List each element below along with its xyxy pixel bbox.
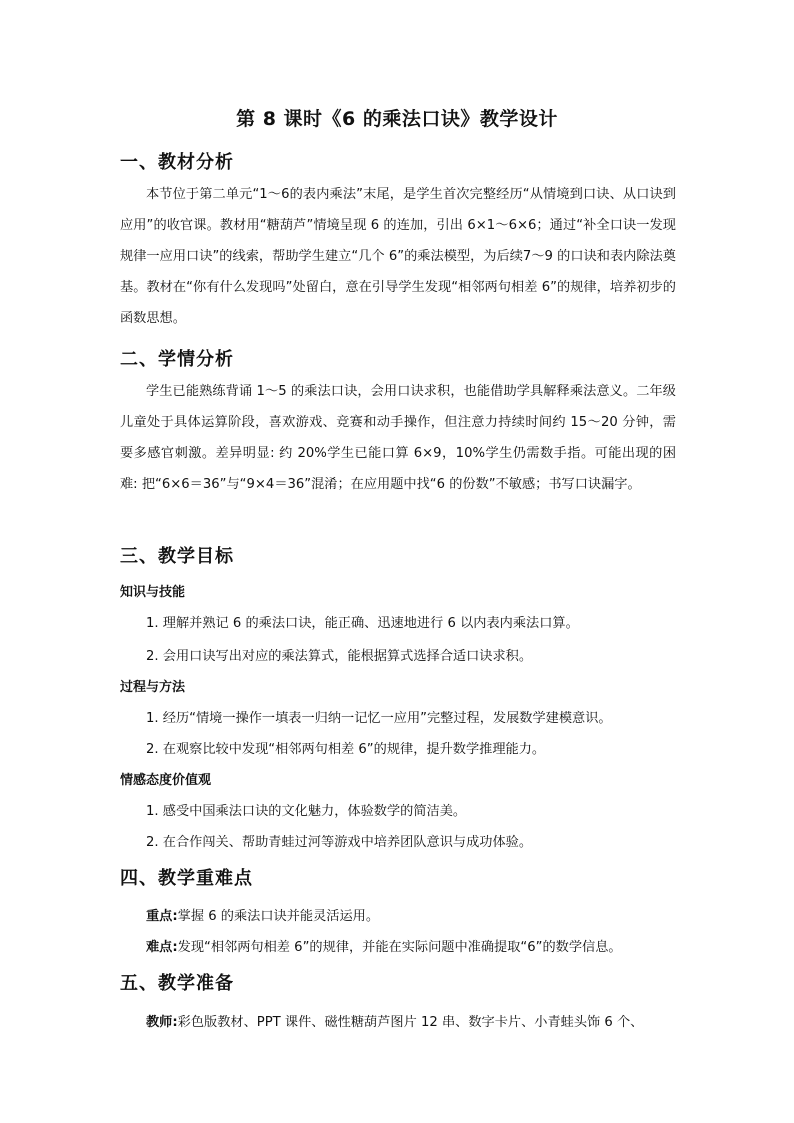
goal-item: 1. 理解并熟记 6 的乘法口诀，能正确、迅速地进行 6 以内表内乘法口算。 [146,616,579,631]
difficult-point-label: 难点: [146,940,178,955]
goal-item: 2. 在合作闯关、帮助青蛙过河等游戏中培养团队意识与成功体验。 [146,835,533,850]
section-heading-preparation: 五、教学准备 [120,973,234,994]
goal-item: 2. 在观察比较中发现“相邻两句相差 6”的规律，提升数学推理能力。 [146,742,546,757]
document-title: 第 8 课时《6 的乘法口诀》教学设计 [236,108,558,130]
goal-group-label-knowledge: 知识与技能 [120,585,186,600]
teacher-preparation-line [146,1011,643,1030]
section-heading-teaching-goals: 三、教学目标 [120,546,234,567]
difficult-point-line [146,936,622,955]
goal-item: 1. 经历“情境一操作一填表一归纳一记忆一应用”完整过程，发展数学建模意识。 [146,711,612,726]
key-point-text: 掌握 6 的乘法口诀并能灵活运用。 [177,909,380,924]
teacher-label: 教师: [146,1015,178,1030]
goal-group-label-emotion: 情感态度价值观 [120,773,212,788]
textbook-analysis-paragraph: 本节位于第二单元“1～6的表内乘法”末尾，是学生首次完整经历“从情境到口诀、从口诀到应用”的收官课。教材用“糖葫芦”情境呈现 6 的连加，引出 6×1～6×6；通过“补全口诀一发现规律一应用口诀”的线索，帮助学生建立“几个 6”的乘法模型，为后续7～9 的口诀和表内除法奠基。教材在“你有什么发现吗”处留白，意在引导学生发现“相邻两句相差 6”的规律，培养初步的函数思想。 [120,187,676,326]
goal-group-label-process: 过程与方法 [120,680,186,695]
key-point-line [146,905,379,924]
goal-item: 2. 会用口诀写出对应的乘法算式，能根据算式选择合适口诀求积。 [146,649,533,664]
section-heading-textbook-analysis: 一、教材分析 [120,152,234,173]
section-heading-student-analysis: 二、学情分析 [120,349,234,370]
student-analysis-paragraph: 学生已能熟练背诵 1～5 的乘法口诀，会用口诀求积，也能借助学具解释乘法意义。二年级儿童处于具体运算阶段，喜欢游戏、竞赛和动手操作，但注意力持续时间约 15～20 分钟，需要多感官刺激。差异明显: 约 20%学生已能口算 6×9，10%学生仍需数手指。可能出现的困难: 把“6×6＝36”与“9×4＝36”混淆；在应用题中找“6 的份数”不敏感；书写口诀漏字。 [120,384,676,492]
teacher-preparation-text: 彩色版教材、PPT 课件、磁性糖葫芦图片 12 串、数字卡片、小青蛙头饰 6 个、 [177,1015,644,1030]
key-point-label: 重点: [146,909,178,924]
difficult-point-text: 发现“相邻两句相差 6”的规律，并能在实际问题中准确提取“6”的数学信息。 [177,940,622,955]
section-heading-key-difficult-points: 四、教学重难点 [120,868,253,889]
goal-item: 1. 感受中国乘法口诀的文化魅力，体验数学的简洁美。 [146,804,467,819]
